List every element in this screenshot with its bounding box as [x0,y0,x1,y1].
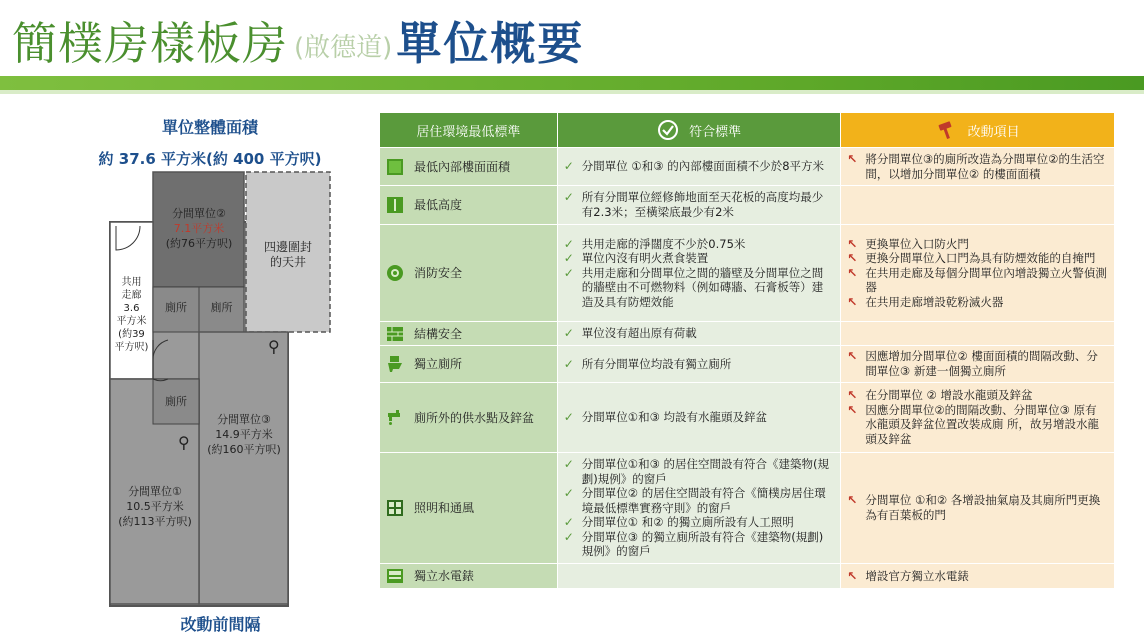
checkmark-icon: ✓ [563,265,574,280]
hammer-icon [936,119,958,141]
table-row [380,186,1115,224]
area-value: 約 37.6 平方米(約 400 平方呎) [98,150,322,168]
structure-icon [386,325,404,343]
corridor-line1: 共用 [121,277,142,288]
water-tap-icon [386,408,404,426]
table-row [380,148,1115,186]
meter-icon [386,567,404,585]
standard-cell [380,224,558,322]
changes-cell [841,224,1115,322]
change-item [847,569,1108,584]
unit-3-name: 分間單位③ [217,413,271,426]
title-location: (啟德道) [294,33,393,63]
unit-1-label [112,484,198,529]
height-icon [386,196,404,214]
checkmark-icon: ✓ [563,356,574,371]
area-title: 單位整體面積 [161,118,258,137]
checkmark-icon: ✓ [563,326,574,341]
compliance-item [564,190,835,219]
header-standard-label: 居住環境最低標準 [416,124,521,140]
toilet-label-1: 廁所 [165,301,187,314]
checkmark-icon: ✓ [563,457,574,472]
change-text: 因應增加分間單位② 樓面面積的間隔改動、分間單位③ 新建一個獨立廁所 [865,349,1098,378]
change-item [847,237,1108,252]
light-well-label [248,240,328,270]
header-bar-shadow [0,90,1144,94]
compliance-text: 所有分間單位均設有獨立廁所 [581,356,732,371]
compliance-item [564,266,835,310]
change-item [847,403,1108,447]
compliance-item [564,515,835,530]
compliance-text: 共用走廊和分間單位之間的牆壁及分間單位之間的牆壁由不可燃物料（例如磚牆、石膏板等）建造及具有防煙效能 [581,265,824,309]
change-text: 在共用走廊及每個分間單位內增設獨立火警偵測器 [865,265,1107,295]
checkmark-icon: ✓ [563,529,574,544]
compliance-item [564,357,835,372]
standard-label: 消防安全 [414,266,463,281]
hammer-bullet-icon: ↖ [847,294,858,309]
toilet-label-2: 廁所 [210,301,233,314]
hammer-bullet-icon: ↖ [847,388,858,403]
table-row [380,322,1115,346]
change-text: 將分間單位③的廁所改造為分間單位②的生活空間，以增加分間單位② 的樓面面積 [865,152,1105,181]
check-circle-icon [657,119,679,141]
compliance-text: 分間單位③ 的獨立廁所設有符合《建築物(規劃)規例》的窗戶 [581,529,824,559]
hammer-bullet-icon: ↖ [847,349,858,364]
unit-2-area: 7.1平方米 [173,222,225,235]
unit-1-area-ft: (約113平方呎) [118,515,192,528]
floor-plan-caption: 改動前間隔 [180,615,261,634]
change-text: 增設官方獨立水電錶 [865,568,969,583]
corridor-line3: 3.6 [123,303,140,314]
compliance-text: 分間單位①和③ 均設有水龍頭及鋅盆 [581,410,768,425]
standards-table [379,112,1115,589]
compliance-item [564,251,835,266]
floor-plan [108,170,333,610]
compliance-item [564,159,835,174]
changes-cell [841,322,1115,346]
compliance-cell [557,346,841,382]
unit-3-label [201,412,287,457]
hammer-bullet-icon: ↖ [847,251,858,266]
checkmark-icon: ✓ [563,515,574,530]
hammer-bullet-icon: ↖ [847,493,858,508]
unit-3-area-ft: (約160平方呎) [207,443,281,456]
table-row [380,563,1115,588]
compliance-text: 單位內沒有明火煮食裝置 [581,251,709,266]
change-item [847,349,1108,378]
standard-label: 最低內部樓面面積 [414,160,511,175]
light-well-line2: 的天井 [269,255,306,269]
changes-cell [841,148,1115,186]
svg-text:⚲: ⚲ [268,337,280,356]
hammer-bullet-icon: ↖ [847,152,858,167]
changes-cell [841,382,1115,452]
change-item [847,266,1108,295]
compliance-item [564,410,835,425]
unit-1-area: 10.5平方米 [126,500,184,513]
standard-cell [380,346,558,382]
change-text: 更換單位入口防火門 [865,236,969,251]
toilet-label-3: 廁所 [165,395,187,408]
unit-1-name: 分間單位① [128,485,182,498]
compliance-cell [557,322,841,346]
checkmark-icon: ✓ [563,190,574,205]
standard-cell [380,382,558,452]
compliance-cell [557,563,841,588]
change-text: 分間單位 ①和② 各增設抽氣扇及其廁所門更換為有百葉板的門 [865,493,1101,522]
changes-cell [841,186,1115,224]
compliance-cell [557,382,841,452]
table-row [380,224,1115,322]
compliance-text: 分間單位② 的居住空間設有符合《簡樸房居住環境最低標準實務守則》的窗戶 [581,486,826,515]
window-icon [386,499,404,517]
change-item [847,295,1108,310]
standard-cell [380,453,558,564]
compliance-item [564,237,835,252]
hammer-bullet-icon: ↖ [847,236,858,251]
standard-label: 結構安全 [414,327,463,342]
toilet-icon [386,355,404,373]
standard-cell [380,322,558,346]
changes-cell [841,563,1115,588]
corridor-line6: 平方呎) [114,342,149,353]
change-text: 更換分間單位入口門為具有防煙效能的自掩門 [865,251,1096,266]
table-row [380,453,1115,564]
change-text: 在共用走廊增設乾粉滅火器 [865,294,1004,309]
standard-label: 照明和通風 [414,501,475,516]
checkmark-icon: ✓ [563,251,574,266]
compliance-item [564,486,835,515]
standard-cell [380,186,558,224]
compliance-item [564,530,835,559]
change-item [847,251,1108,266]
header-standard [380,113,558,148]
compliance-text: 分間單位①和③ 的居住空間設有符合《建築物(規劃)規例》的窗戶 [581,457,830,486]
corridor-label [110,276,153,354]
change-text: 在分間單位 ② 增設水龍頭及鋅盆 [865,388,1033,403]
header-changes [841,113,1115,148]
unit-3-area: 14.9平方米 [215,428,273,441]
unit-2-label [155,206,243,251]
checkmark-icon: ✓ [563,236,574,251]
changes-cell [841,346,1115,382]
hammer-bullet-icon: ↖ [847,265,858,280]
change-item [847,152,1108,181]
change-text: 因應分間單位②的間隔改動、分間單位③ 原有水龍頭及鋅盆位置改裝成廁 所，故另增設水龍頭及鋅盆 [865,402,1100,446]
standard-cell [380,148,558,186]
compliance-item [564,326,835,341]
hammer-bullet-icon: ↖ [847,402,858,417]
table-row [380,346,1115,382]
standard-cell [380,563,558,588]
corridor-line4: 平方米 [116,316,147,327]
title-highlight: 單位概要 [396,17,585,70]
change-item [847,493,1108,522]
compliance-cell [557,186,841,224]
table-header-row [380,113,1115,148]
compliance-text: 共用走廊的淨闊度不少於0.75米 [581,236,746,251]
compliance-cell [557,224,841,322]
compliance-cell [557,148,841,186]
standard-label: 廁所外的供水點及鋅盆 [414,410,535,425]
header-changes-label: 改動項目 [967,124,1020,140]
header-compliance-label: 符合標準 [689,124,742,140]
compliance-text: 所有分間單位經修飾地面至天花板的高度均最少有2.3米；至橫梁底最少有2米 [581,190,824,219]
compliance-text: 單位沒有超出原有荷載 [581,326,697,341]
compliance-item [564,457,835,486]
header-bar [0,76,1144,90]
change-item [847,388,1108,403]
compliance-cell [557,453,841,564]
corridor-line2: 走廊 [121,290,142,301]
standard-label: 最低高度 [414,198,463,213]
header-compliance [557,113,841,148]
compliance-text: 分間單位 ①和③ 的內部樓面面積不少於8平方米 [581,159,825,174]
fire-safety-icon [386,264,404,282]
checkmark-icon: ✓ [563,159,574,174]
title-main: 簡樸房樣板房 [12,17,289,70]
hammer-bullet-icon: ↖ [847,568,858,583]
checkmark-icon: ✓ [563,410,574,425]
corridor-line5: (約39 [118,329,145,340]
floor-area-icon [386,158,404,176]
table-row [380,382,1115,452]
checkmark-icon: ✓ [563,486,574,501]
light-well-line1: 四邊圍封 [263,240,312,254]
unit-2-name: 分間單位② [172,207,226,220]
standard-label: 獨立廁所 [414,357,463,372]
standard-label: 獨立水電錶 [414,569,475,584]
unit-2-area-ft: (約76平方呎) [165,237,233,250]
changes-cell [841,453,1115,564]
compliance-text: 分間單位① 和② 的獨立廁所設有人工照明 [581,515,794,530]
svg-text:⚲: ⚲ [178,433,190,452]
page-title [12,2,584,72]
